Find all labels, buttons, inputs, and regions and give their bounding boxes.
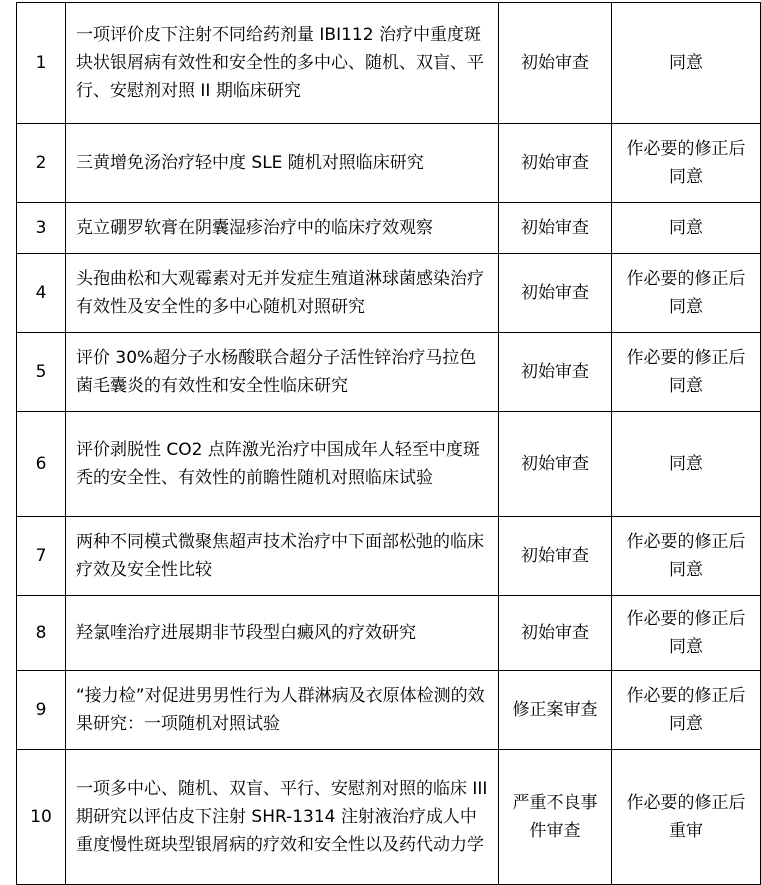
review-type: 初始审查 <box>499 124 612 203</box>
table-row <box>17 750 761 885</box>
project-title: 三黄增免汤治疗轻中度 SLE 随机对照临床研究 <box>66 124 499 203</box>
row-number: 5 <box>17 333 66 412</box>
project-title: 评价 30%超分子水杨酸联合超分子活性锌治疗马拉色菌毛囊炎的有效性和安全性临床研究 <box>66 333 499 412</box>
project-title: 头孢曲松和大观霉素对无并发症生殖道淋球菌感染治疗有效性及安全性的多中心随机对照研究 <box>66 254 499 333</box>
review-type: 初始审查 <box>499 596 612 671</box>
row-number: 8 <box>17 596 66 671</box>
project-title: 评价剥脱性 CO2 点阵激光治疗中国成年人轻至中度斑秃的安全性、有效性的前瞻性随机对照临床试验 <box>66 412 499 517</box>
row-number: 1 <box>17 3 66 124</box>
review-type: 初始审查 <box>499 333 612 412</box>
review-result: 作必要的修正后同意 <box>612 254 761 333</box>
table-row <box>17 254 761 333</box>
table-row <box>17 3 761 124</box>
review-type: 修正案审查 <box>499 671 612 750</box>
review-result: 同意 <box>612 3 761 124</box>
project-title: “接力检”对促进男男性行为人群淋病及衣原体检测的效果研究：一项随机对照试验 <box>66 671 499 750</box>
project-title: 一项多中心、随机、双盲、平行、安慰剂对照的临床 III 期研究以评估皮下注射 SHR-1314 注射液治疗成人中重度慢性斑块型银屑病的疗效和安全性以及药代动力学 <box>66 750 499 885</box>
project-title: 一项评价皮下注射不同给药剂量 IBI112 治疗中重度斑块状银屑病有效性和安全性的多中心、随机、双盲、平行、安慰剂对照 II 期临床研究 <box>66 3 499 124</box>
review-result: 作必要的修正后同意 <box>612 596 761 671</box>
review-type: 初始审查 <box>499 412 612 517</box>
row-number: 3 <box>17 203 66 254</box>
row-number: 9 <box>17 671 66 750</box>
review-type: 初始审查 <box>499 3 612 124</box>
review-result: 作必要的修正后同意 <box>612 124 761 203</box>
review-result: 作必要的修正后重审 <box>612 750 761 885</box>
review-type: 初始审查 <box>499 254 612 333</box>
review-result: 作必要的修正后同意 <box>612 517 761 596</box>
row-number: 7 <box>17 517 66 596</box>
review-result: 同意 <box>612 412 761 517</box>
table-row <box>17 124 761 203</box>
row-number: 4 <box>17 254 66 333</box>
row-number: 6 <box>17 412 66 517</box>
review-type: 严重不良事件审查 <box>499 750 612 885</box>
table-row <box>17 596 761 671</box>
table-row <box>17 412 761 517</box>
table-row <box>17 203 761 254</box>
project-title: 羟氯喹治疗进展期非节段型白癜风的疗效研究 <box>66 596 499 671</box>
table-row <box>17 671 761 750</box>
review-type: 初始审查 <box>499 203 612 254</box>
row-number: 10 <box>17 750 66 885</box>
review-result: 同意 <box>612 203 761 254</box>
row-number: 2 <box>17 124 66 203</box>
review-result: 作必要的修正后同意 <box>612 671 761 750</box>
review-table <box>16 2 761 885</box>
review-type: 初始审查 <box>499 517 612 596</box>
review-result: 作必要的修正后同意 <box>612 333 761 412</box>
table-row <box>17 333 761 412</box>
table-row <box>17 517 761 596</box>
project-title: 两种不同模式微聚焦超声技术治疗中下面部松弛的临床疗效及安全性比较 <box>66 517 499 596</box>
project-title: 克立硼罗软膏在阴囊湿疹治疗中的临床疗效观察 <box>66 203 499 254</box>
